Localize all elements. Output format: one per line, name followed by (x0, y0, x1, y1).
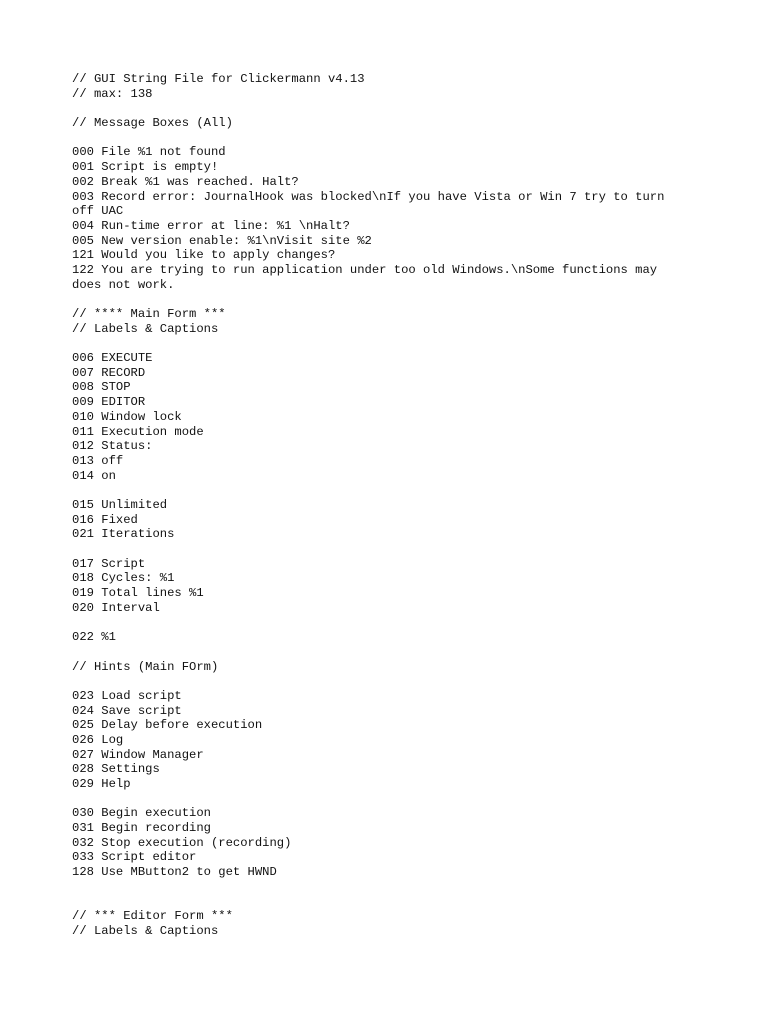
text-line: 012 Status: (72, 439, 153, 454)
text-line: 000 File %1 not found (72, 145, 226, 160)
text-line: 122 You are trying to run application under too old Windows.\nSome functions may (72, 262, 658, 277)
blank-line (72, 792, 712, 807)
text-line: 027 Window Manager (72, 747, 204, 762)
text-line: // GUI String File for Clickermann v4.13 (72, 72, 365, 86)
text-line: 023 Load script (72, 688, 182, 703)
blank-line (72, 645, 712, 660)
text-line: 014 on (72, 468, 116, 483)
blank-line (72, 542, 712, 557)
text-line: 017 Script (72, 556, 146, 571)
text-line: // *** Editor Form *** (72, 909, 233, 924)
text-line: 022 %1 (72, 630, 116, 645)
text-line: // **** Main Form *** (72, 307, 226, 321)
text-line: 026 Log (72, 732, 124, 747)
document-text (72, 72, 712, 939)
blank-line (72, 895, 712, 910)
text-line: off UAC (72, 204, 124, 219)
text-line: 002 Break %1 was reached. Halt? (72, 174, 299, 189)
blank-line (72, 615, 712, 630)
blank-line (72, 880, 712, 895)
text-line: 025 Delay before execution (72, 718, 263, 733)
text-line: 016 Fixed (72, 512, 138, 527)
text-line: 005 New version enable: %1\nVisit site %2 (72, 233, 372, 248)
text-line: // max: 138 (72, 86, 153, 101)
text-line: 011 Execution mode (72, 424, 204, 439)
text-line: 021 Iterations (72, 527, 175, 542)
text-line: 028 Settings (72, 762, 160, 777)
text-line: 013 off (72, 453, 124, 468)
text-line: does not work. (72, 277, 175, 292)
blank-line (72, 292, 712, 307)
blank-line (72, 483, 712, 498)
text-line: 004 Run-time error at line: %1 \nHalt? (72, 218, 350, 233)
text-line: // Hints (Main FOrm) (72, 659, 219, 674)
text-line: // Labels & Captions (72, 923, 219, 938)
blank-line (72, 101, 712, 116)
text-line: 003 Record error: JournalHook was blocked\nIf you have Vista or Win 7 try to turn (72, 189, 665, 204)
text-line: 032 Stop execution (recording) (72, 835, 292, 850)
blank-line (72, 131, 712, 146)
text-line: 031 Begin recording (72, 821, 211, 836)
text-line: 029 Help (72, 777, 131, 791)
text-line: // Labels & Captions (72, 321, 219, 336)
text-line: 015 Unlimited (72, 497, 168, 512)
blank-line (72, 674, 712, 689)
blank-line (72, 336, 712, 351)
text-line: 006 EXECUTE (72, 351, 153, 366)
text-line: 030 Begin execution (72, 806, 211, 821)
text-line: 033 Script editor (72, 850, 197, 865)
text-line: 024 Save script (72, 703, 182, 718)
text-line: // Message Boxes (All) (72, 116, 233, 131)
text-line: 007 RECORD (72, 365, 146, 380)
text-line: 018 Cycles: %1 (72, 571, 175, 586)
text-line: 121 Would you like to apply changes? (72, 248, 336, 263)
text-line: 128 Use MButton2 to get HWND (72, 865, 277, 880)
text-line: 009 EDITOR (72, 395, 146, 410)
text-line: 019 Total lines %1 (72, 586, 204, 601)
text-line: 020 Interval (72, 600, 160, 615)
text-line: 008 STOP (72, 380, 131, 395)
text-line: 001 Script is empty! (72, 160, 219, 175)
text-line: 010 Window lock (72, 409, 182, 424)
